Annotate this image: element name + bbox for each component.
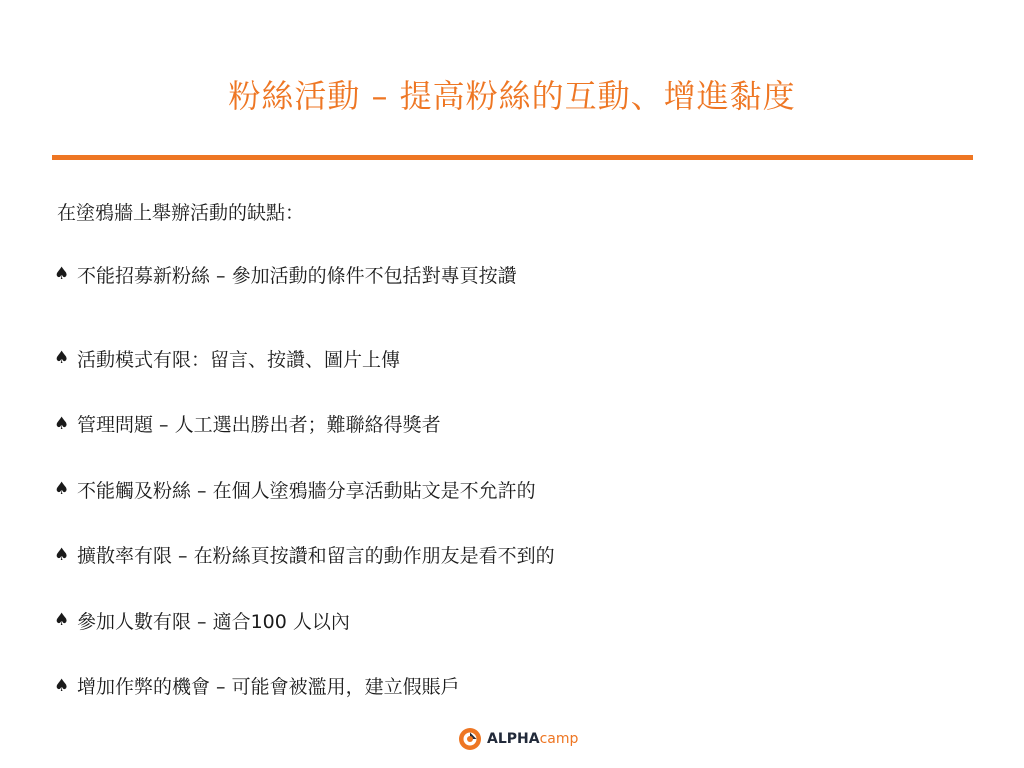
bullet-text: 不能觸及粉絲 – 在個人塗鴉牆分享活動貼文是不允許的 — [77, 479, 536, 502]
bullet-text: 增加作弊的機會 – 可能會被濫用，建立假賬戶 — [77, 676, 460, 699]
bullet-text: 不能招募新粉絲 – 參加活動的條件不包括對專頁按讚 — [77, 264, 517, 287]
spade-bullet-icon: ♠ — [54, 348, 70, 369]
spade-bullet-icon: ♠ — [54, 610, 70, 631]
bullet-text: 管理問題 – 人工選出勝出者；難聯絡得獎者 — [77, 414, 441, 437]
spade-bullet-icon: ♠ — [54, 675, 70, 696]
list-item — [54, 391, 555, 457]
brand-name-alpha: ALPHA — [487, 731, 540, 747]
list-item — [54, 588, 555, 654]
spade-bullet-icon: ♠ — [54, 479, 70, 500]
alphacamp-logo-icon — [457, 726, 483, 752]
list-item — [54, 457, 555, 523]
spade-bullet-icon: ♠ — [54, 544, 70, 565]
title-divider — [52, 155, 973, 160]
bullet-list — [54, 260, 555, 719]
slide-title: 粉絲活動 – 提高粉絲的互動、增進黏度 — [228, 77, 796, 115]
list-item — [54, 260, 555, 288]
list-item — [54, 326, 555, 392]
alphacamp-logo — [457, 724, 578, 754]
spade-bullet-icon: ♠ — [54, 264, 70, 284]
spade-bullet-icon: ♠ — [54, 413, 70, 434]
list-item — [54, 522, 555, 588]
brand-name — [487, 731, 578, 747]
bullet-text: 擴散率有限 – 在粉絲頁按讚和留言的動作朋友是看不到的 — [77, 545, 555, 568]
brand-name-camp: camp — [539, 731, 579, 747]
list-item — [54, 653, 555, 719]
bullet-text: 參加人數有限 – 適合100 人以內 — [77, 610, 350, 633]
bullet-text: 活動模式有限：留言、按讚、圖片上傳 — [77, 348, 401, 371]
intro-text: 在塗鴉牆上舉辦活動的缺點： — [57, 202, 305, 224]
